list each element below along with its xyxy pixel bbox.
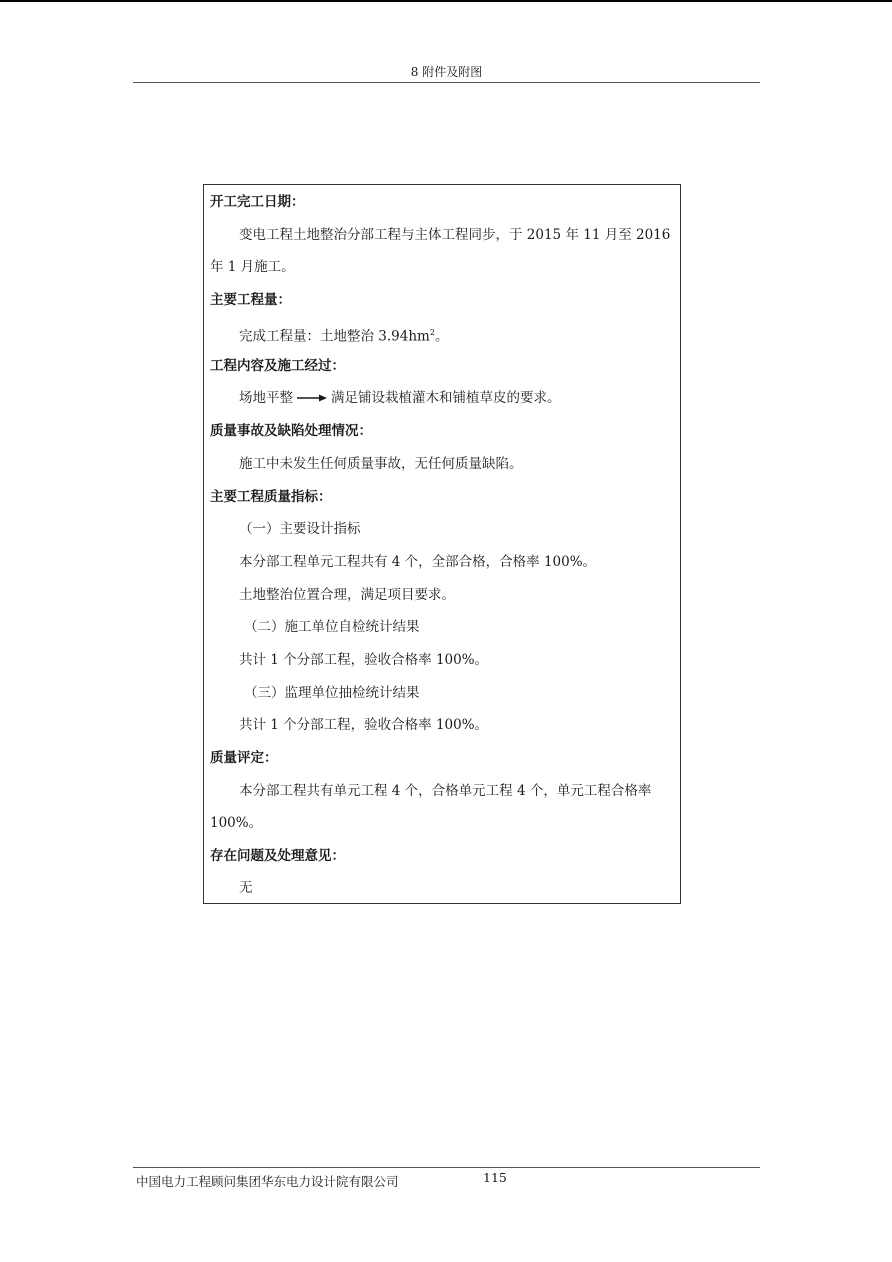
top-border-line — [0, 0, 892, 2]
content-from: 场地平整 — [239, 390, 293, 406]
content-to: 满足铺设栽植灌木和铺植草皮的要求。 — [331, 390, 561, 406]
accident-text: 施工中未发生任何质量事故，无任何质量缺陷。 — [239, 456, 523, 472]
quantity-text: 完成工程量：土地整治 3.94hm — [239, 328, 430, 345]
content-box — [203, 184, 681, 904]
content-heading: 工程内容及施工经过： — [210, 358, 345, 374]
issues-heading: 存在问题及处理意见： — [210, 848, 345, 864]
start-end-text-1: 变电工程土地整治分部工程与主体工程同步，于 2015 年 11 月至 2016 — [239, 227, 671, 243]
indicator-1-title: （一）主要设计指标 — [239, 521, 361, 537]
indicator-3-text: 共计 1 个分部工程，验收合格率 100%。 — [239, 717, 489, 733]
rating-heading: 质量评定： — [210, 750, 278, 766]
footer-organization: 中国电力工程顾问集团华东电力设计院有限公司 — [136, 1174, 399, 1189]
indicator-heading: 主要工程质量指标： — [210, 489, 332, 505]
quantity-heading: 主要工程量： — [210, 292, 291, 308]
section-title: 8 附件及附图 — [410, 65, 483, 79]
quantity-line — [239, 323, 448, 347]
rating-text-1: 本分部工程共有单元工程 4 个，合格单元工程 4 个，单元工程合格率 — [239, 783, 652, 799]
start-end-text-2: 年 1 月施工。 — [210, 259, 295, 275]
page-header — [133, 62, 760, 83]
page-footer — [133, 1167, 760, 1190]
content-process-line — [239, 388, 561, 408]
indicator-3-title: （三）监理单位抽检统计结果 — [244, 685, 420, 701]
indicator-1-text-a: 本分部工程单元工程共有 4 个，全部合格，合格率 100%。 — [239, 554, 597, 570]
indicator-2-text: 共计 1 个分部工程，验收合格率 100%。 — [239, 652, 489, 668]
accident-heading: 质量事故及缺陷处理情况： — [210, 423, 372, 439]
quantity-end: 。 — [434, 328, 449, 345]
issues-text: 无 — [239, 880, 253, 896]
arrow-right-icon — [297, 393, 327, 403]
indicator-1-text-b: 土地整治位置合理，满足项目要求。 — [239, 587, 455, 603]
page-number: 115 — [483, 1170, 507, 1185]
rating-text-2: 100%。 — [210, 815, 263, 831]
start-end-heading: 开工完工日期： — [210, 194, 305, 210]
quantity-superscript: 2 — [429, 328, 435, 337]
indicator-2-title: （二）施工单位自检统计结果 — [244, 619, 420, 635]
